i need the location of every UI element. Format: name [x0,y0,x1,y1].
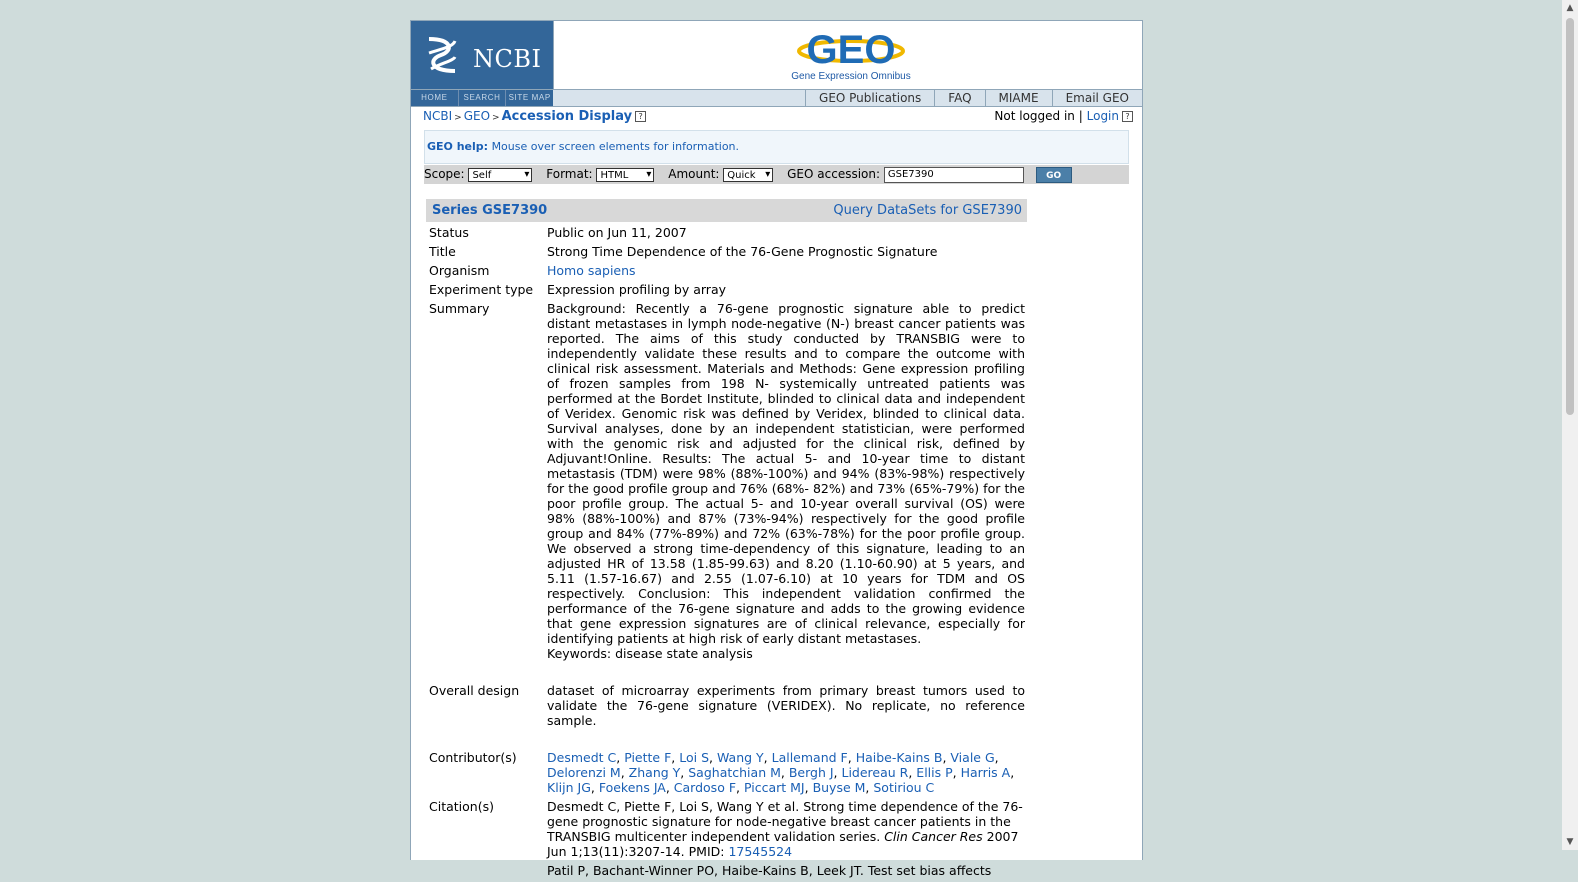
nav-faq[interactable]: FAQ [934,90,984,106]
breadcrumb-current[interactable]: Accession Display [501,109,633,124]
contributor-link[interactable]: Foekens JA [598,780,666,795]
experiment-type-label: Experiment type [429,282,534,297]
contributor-separator: , [908,765,917,780]
contributor-separator: , [680,765,689,780]
page-container [410,20,1143,878]
contributor-separator: , [616,750,625,765]
format-select[interactable]: HTML ▾ [596,168,654,182]
row-status [429,225,1025,240]
contributor-separator: , [952,765,961,780]
organism-link[interactable]: Homo sapiens [547,263,636,278]
experiment-type-value: Expression profiling by array [547,282,727,297]
breadcrumb [423,109,1133,127]
nav-miame[interactable]: MIAME [985,90,1052,106]
title-value: Strong Time Dependence of the 76-Gene Prognostic Signature [547,244,938,259]
geo-logo-graphic [791,27,911,71]
accession-form [424,165,1129,184]
contributor-link[interactable]: Piccart MJ [743,780,805,795]
go-button[interactable]: GO [1036,167,1072,183]
citations-label: Citation(s) [429,799,494,814]
contributor-link[interactable]: Zhang Y [628,765,681,780]
contributors-list [547,750,1025,795]
row-overall-design [429,683,1025,728]
nav-site-map[interactable]: SITE MAP [508,93,551,102]
contributor-separator: , [865,780,874,795]
contributor-link[interactable]: Harris A [960,765,1011,780]
query-datasets-link[interactable]: Query DataSets for GSE7390 [833,203,1022,218]
contributor-link[interactable]: Bergh J [788,765,834,780]
nav-search[interactable]: SEARCH [459,90,507,106]
contributor-separator: , [994,750,999,765]
summary-label: Summary [429,301,490,316]
login-help-icon[interactable]: ? [1122,111,1133,122]
scrollbar[interactable] [1562,0,1578,850]
summary-keywords: Keywords: disease state analysis [547,646,753,661]
contributor-separator: , [804,780,813,795]
title-label: Title [429,244,456,259]
overall-design-label: Overall design [429,683,520,698]
contributor-link[interactable]: Saghatchian M [688,765,781,780]
contributor-link[interactable]: Cardoso F [673,780,737,795]
contributor-separator: , [736,780,744,795]
row-title [429,244,1025,259]
citation-1-journal: Clin Cancer Res [884,829,983,844]
contributor-separator: , [1010,765,1015,780]
contributors-label: Contributor(s) [429,750,517,765]
status-label: Status [429,225,469,240]
contributor-separator: , [942,750,951,765]
citation-1-text: Desmedt C, Piette F, Loi S, Wang Y et al. Strong time dependence of the 76-gene prognostic signature for node-negative breast cancer patients in the TRANSBIG multicenter independent validation series. [547,799,1023,844]
row-contributors [429,750,1025,795]
amount-select[interactable]: Quick ▾ [723,168,773,182]
contributor-link[interactable]: Sotiriou C [873,780,935,795]
scope-select[interactable]: Self ▾ [468,168,532,182]
contributor-separator: , [620,765,629,780]
overall-design-value: dataset of microarray experiments from primary breast tumors used to validate the 76-gene signature (VERIDEX). No replicate, no reference sample. [547,683,1025,728]
contributor-link[interactable]: Loi S [679,750,710,765]
geo-logo[interactable] [771,27,931,87]
citation-2-text: Patil P, Bachant-Winner PO, Haibe-Kains B, Leek JT. Test set bias affects [547,863,992,878]
contributor-link[interactable]: Ellis P [916,765,953,780]
contributor-link[interactable]: Haibe-Kains B [855,750,943,765]
breadcrumb-geo[interactable]: GEO [463,109,491,123]
scrollbar-thumb[interactable] [1566,18,1574,415]
citation-1-tail: 2007 Jun 1;13(11):3207-14. PMID: [547,829,1019,859]
citations-list [547,799,1025,878]
help-text: Mouse over screen elements for information. [491,140,740,153]
breadcrumb-ncbi[interactable]: NCBI [423,109,453,123]
accession-input[interactable]: GSE7390 [884,167,1024,183]
ncbi-helix-icon [423,33,463,77]
nav-geo-publications[interactable]: GEO Publications [805,90,934,106]
row-organism [429,263,1025,278]
row-experiment-type [429,282,1025,297]
nav-row [411,89,1142,107]
organism-label: Organism [429,263,490,278]
contributor-separator: , [665,780,674,795]
contributor-link[interactable]: Lallemand F [771,750,848,765]
nav-home[interactable]: HOME [411,90,459,106]
geo-logo-text: GEO [806,28,896,71]
scope-label: Scope: [424,167,465,181]
contributor-link[interactable]: Klijn JG [547,780,591,795]
breadcrumb-separator: > [454,113,462,123]
contributor-link[interactable]: Wang Y [716,750,764,765]
breadcrumb-separator: > [492,113,500,123]
row-summary [429,301,1025,661]
help-label: GEO help: [427,140,489,153]
contributor-link[interactable]: Piette F [624,750,672,765]
login-status: Not logged in [994,109,1075,123]
login-link[interactable]: Login [1086,109,1119,123]
scroll-down-arrow-icon[interactable]: ▼ [1566,837,1574,847]
summary-value [547,301,1025,661]
series-header [426,199,1027,222]
amount-label: Amount: [668,167,720,181]
contributor-link[interactable]: Desmedt C [547,750,617,765]
scroll-up-arrow-icon[interactable]: ▲ [1566,3,1574,13]
geo-help-box [424,130,1129,164]
status-value: Public on Jun 11, 2007 [547,225,687,240]
summary-text: Background: Recently a 76-gene prognostic signature able to predict distant metastases in lymph node-negative (N-) breast cancer patients was reported. The aims of this study conducted by TRANSBIG were to independently validate these results and to compare the outcome with clinical risk assessment. Materials and Methods: Gene expression profiling of frozen samples from 198 N- systemically untreated patients was performed at the Bordet Institute, blinded to clinical data and independent of Veridex. Genomic risk was defined by Veridex, blinded to clinical data. Survival analyses, done by an independent statistician, were performed with the genomic risk and adjusted for the clinical risk, defined by Adjuvant!Online. Results: The actual 5- and 10-year time to distant metastasis (TDM) were 98% (88%-100%) and 94% (83%-98%) respectively for the good profile group and 76% (68%- 82%) and 73% (65%-79%) for the poor profile group. The actual 5- and 10-year overall survival (OS) were 98% (88%-100%) and 87% (73%-94%) respectively for the good profile group and 84% (77%-89%) and 72% (63%-78%) for the poor profile group. We observed a strong time-dependency of this signature, leading to an adjusted HR of 13.58 (1.85-99.63) and 8.20 (1.10-60.90) at 5 years, and 5.11 (1.57-16.67) and 2.55 (1.07-6.10) at 10 years for TDM and OS respectively. Conclusion: This independent validation confirmed the performance of the 76-gene signature and adds to the growing evidence that gene expression signatures are of clinical relevance, especially for identifying patients at high risk of early distant metastases. [547,301,1025,646]
ncbi-nav [411,90,553,106]
series-title: Series GSE7390 [432,203,548,218]
accession-label: GEO accession: [787,167,881,181]
ncbi-label: NCBI [473,45,542,73]
series-details [429,225,1025,882]
contributor-link[interactable]: Viale G [950,750,995,765]
contributor-link[interactable]: Buyse M [812,780,866,795]
contributor-separator: , [709,750,717,765]
format-label: Format: [546,167,593,181]
geo-tagline: Gene Expression Omnibus [791,71,911,82]
ncbi-logo[interactable] [411,21,554,89]
contributor-separator: , [847,750,856,765]
contributor-separator: , [780,765,789,780]
geo-nav [805,90,1142,106]
nav-email-geo[interactable]: Email GEO [1052,90,1142,106]
help-icon[interactable]: ? [635,111,646,122]
citation-1-pmid-link[interactable]: 17545524 [728,844,793,859]
contributor-separator: , [590,780,599,795]
login-area [994,109,1133,123]
contributor-link[interactable]: Lidereau R [841,765,909,780]
login-divider: | [1078,109,1083,123]
contributor-separator: , [833,765,842,780]
contributor-separator: , [763,750,772,765]
contributor-separator: , [671,750,680,765]
row-citations [429,799,1025,878]
contributor-link[interactable]: Delorenzi M [547,765,621,780]
